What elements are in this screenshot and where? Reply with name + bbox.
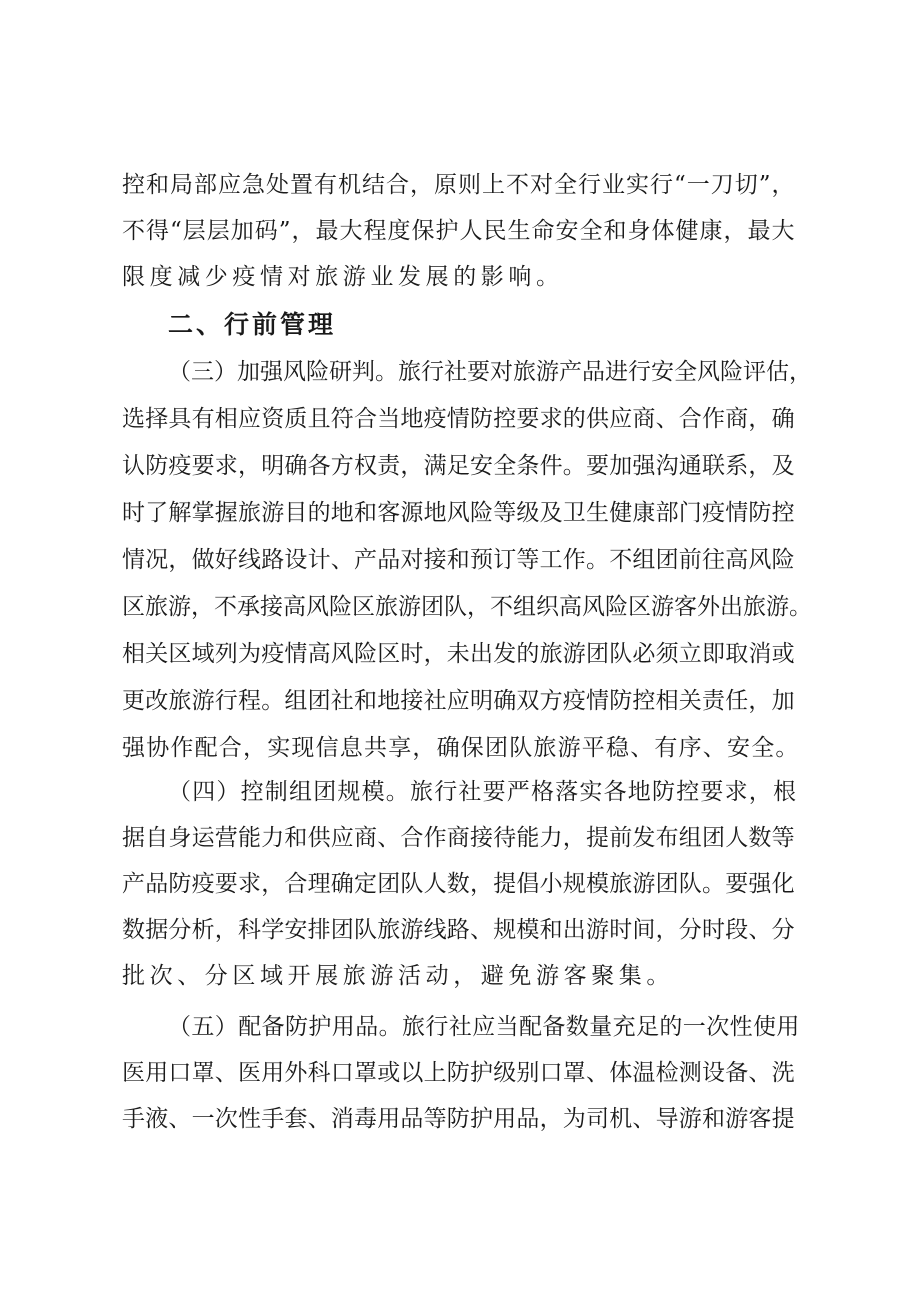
paragraph-3-line-1: （三）加强风险研判。旅行社要对旅游产品进行安全风险评估，	[168, 359, 812, 385]
paragraph-5-line-2: 医用口罩、医用外科口罩或以上防护级别口罩、体温检测设备、洗	[122, 1060, 795, 1086]
section-heading: 二、行前管理	[168, 310, 337, 339]
paragraph-3-line-6: 区旅游，不承接高风险区旅游团队，不组织高风险区游客外出旅游。	[122, 594, 812, 620]
paragraph-4-line-5: 批次、分区域开展旅游活动，避免游客聚集。	[122, 963, 674, 989]
intro-line-3: 限度减少疫情对旅游业发展的影响。	[122, 264, 564, 290]
paragraph-3-line-9: 强协作配合，实现信息共享，确保团队旅游平稳、有序、安全。	[122, 735, 800, 761]
paragraph-4-line-3: 产品防疫要求，合理确定团队人数，提倡小规模旅游团队。要强化	[122, 871, 795, 897]
intro-line-2: 不得“层层加码”，最大程度保护人民生命安全和身体健康，最大	[122, 218, 796, 244]
paragraph-3-line-5: 情况，做好线路设计、产品对接和预订等工作。不组团前往高风险	[122, 547, 795, 573]
paragraph-3-line-3: 认防疫要求，明确各方权责，满足安全条件。要加强沟通联系，及	[122, 453, 795, 479]
paragraph-3-line-2: 选择具有相应资质且符合当地疫情防控要求的供应商、合作商，确	[122, 406, 795, 432]
paragraph-4-line-1: （四）控制组团规模。旅行社要严格落实各地防控要求，根	[168, 779, 798, 805]
paragraph-4-line-2: 据自身运营能力和供应商、合作商接待能力，提前发布组团人数等	[122, 825, 795, 851]
intro-line-1: 控和局部应急处置有机结合，原则上不对全行业实行“一刀切”，	[122, 172, 796, 198]
paragraph-3-line-4: 时了解掌握旅游目的地和客源地风险等级及卫生健康部门疫情防控	[122, 500, 795, 526]
paragraph-5-line-1: （五）配备防护用品。旅行社应当配备数量充足的一次性使用	[168, 1014, 800, 1040]
paragraph-5-line-3: 手液、一次性手套、消毒用品等防护用品，为司机、导游和游客提	[122, 1106, 795, 1132]
paragraph-4-line-4: 数据分析，科学安排团队旅游线路、规模和出游时间，分时段、分	[122, 917, 795, 943]
paragraph-3-line-7: 相关区域列为疫情高风险区时，未出发的旅游团队必须立即取消或	[122, 641, 795, 667]
paragraph-3-line-8: 更改旅游行程。组团社和地接社应明确双方疫情防控相关责任，加	[122, 688, 795, 714]
